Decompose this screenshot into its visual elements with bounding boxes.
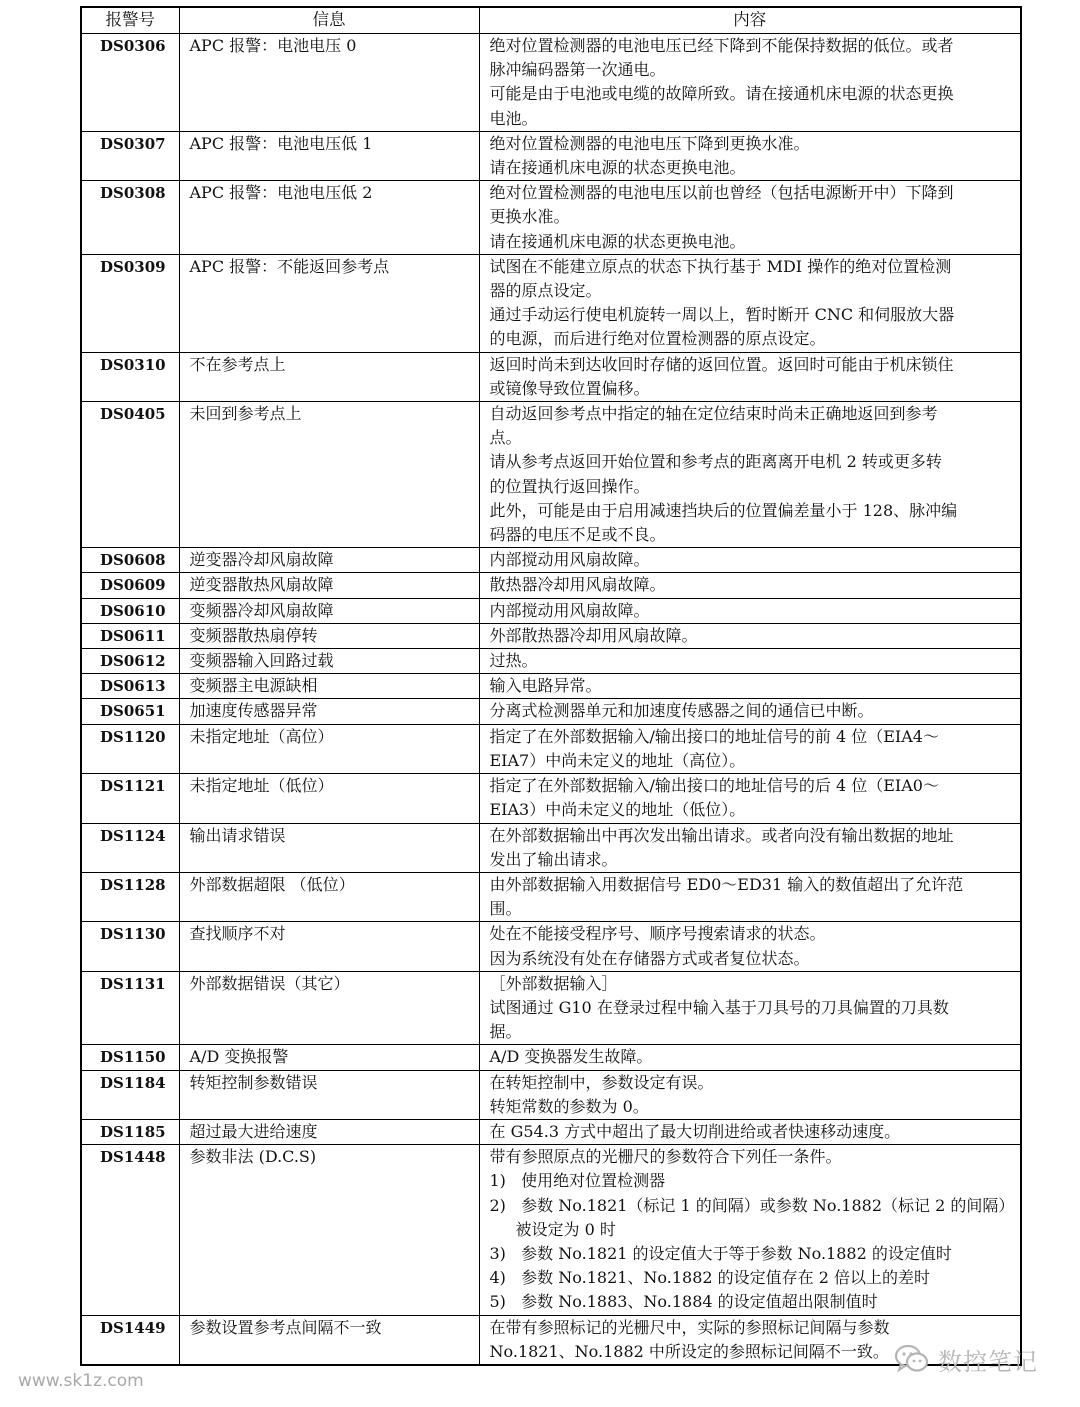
alarm-code: DS1131	[81, 971, 179, 1045]
alarm-info: 逆变器冷却风扇故障	[179, 548, 479, 573]
table-row	[81, 181, 1021, 255]
alarm-code: DS1449	[81, 1315, 179, 1365]
content-line: 在 G54.3 方式中超出了最大切削进给或者快速移动速度。	[489, 1121, 901, 1141]
content-line: 绝对位置检测器的电池电压已经下降到不能保持数据的低位。或者	[489, 36, 954, 55]
alarm-code: DS1130	[81, 922, 179, 971]
content-line: EIA7）中尚未定义的地址（高位）。	[489, 750, 746, 770]
content-line: 脉冲编码器第一次通电。	[489, 60, 666, 80]
alarm-content	[479, 548, 1021, 573]
alarm-content	[479, 1145, 1021, 1315]
content-line: 码器的电压不足或不良。	[489, 525, 666, 545]
alarm-content	[479, 131, 1021, 180]
table-row	[81, 872, 1021, 921]
alarm-code: DS1448	[81, 1145, 179, 1315]
alarm-info: 外部数据超限 （低位）	[179, 872, 479, 921]
content-line: 绝对位置检测器的电池电压以前也曾经（包括电源断开中）下降到	[489, 183, 954, 203]
alarm-info: 外部数据错误（其它）	[179, 971, 479, 1045]
content-line: 电池。	[489, 108, 538, 128]
content-line: 绝对位置检测器的电池电压下降到更换水准。	[489, 133, 810, 153]
alarm-code: DS0308	[81, 181, 179, 255]
content-line: 点。	[489, 428, 522, 448]
content-line: 或镜像导致位置偏移。	[489, 378, 650, 398]
content-line: 转矩常数的参数为 0。	[489, 1096, 649, 1116]
alarm-content	[479, 674, 1021, 699]
alarm-info: 未指定地址（高位）	[179, 724, 479, 773]
table-row	[81, 774, 1021, 823]
table-row	[81, 1070, 1021, 1119]
table-row	[81, 598, 1021, 623]
alarm-content	[479, 352, 1021, 401]
brand-watermark	[894, 1338, 1038, 1380]
content-line: 内部搅动用风扇故障。	[489, 600, 650, 620]
table-header-row	[81, 7, 1021, 34]
alarm-code: DS0612	[81, 649, 179, 674]
alarm-code: DS1121	[81, 774, 179, 823]
alarm-content	[479, 1119, 1021, 1144]
header-info: 信息	[179, 7, 479, 34]
header-code: 报警号	[81, 7, 179, 34]
alarm-table-body	[81, 34, 1021, 1365]
alarm-info: APC 报警：电池电压 0	[179, 34, 479, 132]
alarm-content	[479, 774, 1021, 823]
content-line: 1) 使用绝对位置检测器	[489, 1171, 666, 1191]
content-line: 内部搅动用风扇故障。	[489, 550, 650, 570]
content-line: 此外，可能是由于启用减速挡块后的位置偏差量小于 128、脉冲编	[489, 500, 958, 520]
content-line: A/D 变换器发生故障。	[489, 1047, 653, 1067]
table-row	[81, 1119, 1021, 1144]
content-line: 因为系统没有处在存储器方式或者复位状态。	[489, 948, 810, 968]
content-line: 5) 参数 No.1883、No.1884 的设定值超出限制值时	[489, 1292, 878, 1312]
alarm-info: 参数非法 (D.C.S)	[179, 1145, 479, 1315]
alarm-info: 变频器主电源缺相	[179, 674, 479, 699]
content-line: 的位置执行返回操作。	[489, 476, 650, 496]
content-line: 试图在不能建立原点的状态下执行基于 MDI 操作的绝对位置检测	[489, 256, 952, 276]
content-line: 请在接通机床电源的状态更换电池。	[489, 158, 746, 178]
content-line: 2) 参数 No.1821（标记 1 的间隔）或参数 No.1882（标记 2 的间隔）	[489, 1195, 1015, 1215]
alarm-code: DS1120	[81, 724, 179, 773]
table-row	[81, 548, 1021, 573]
alarm-code: DS0309	[81, 254, 179, 352]
content-line: 发出了输出请求。	[489, 849, 618, 869]
alarm-info: 不在参考点上	[179, 352, 479, 401]
alarm-content	[479, 724, 1021, 773]
alarm-content	[479, 922, 1021, 971]
alarm-table	[80, 6, 1022, 1366]
table-row	[81, 1315, 1021, 1365]
content-line: 带有参照原点的光栅尺的参数符合下列任一条件。	[489, 1147, 842, 1167]
alarm-code: DS0610	[81, 598, 179, 623]
table-row	[81, 254, 1021, 352]
alarm-info: APC 报警：电池电压低 1	[179, 131, 479, 180]
alarm-info: APC 报警：不能返回参考点	[179, 254, 479, 352]
alarm-code: DS0307	[81, 131, 179, 180]
alarm-content	[479, 872, 1021, 921]
alarm-content	[479, 1070, 1021, 1119]
content-line: 围。	[489, 899, 522, 919]
alarm-table-sheet	[80, 6, 1020, 1366]
content-line: 在带有参照标记的光栅尺中，实际的参照标记间隔与参数	[489, 1317, 890, 1337]
alarm-content	[479, 254, 1021, 352]
alarm-info: 变频器输入回路过载	[179, 649, 479, 674]
content-line: EIA3）中尚未定义的地址（低位）。	[489, 800, 746, 820]
content-line: 在外部数据输出中再次发出输出请求。或者向没有输出数据的地址	[489, 825, 954, 845]
content-line: 的电源，而后进行绝对位置检测器的原点设定。	[489, 329, 826, 349]
alarm-content	[479, 598, 1021, 623]
table-row	[81, 1145, 1021, 1315]
content-line: 散热器冷却用风扇故障。	[489, 575, 666, 595]
table-row	[81, 823, 1021, 872]
content-line: 指定了在外部数据输入/输出接口的地址信号的前 4 位（EIA4～	[489, 726, 939, 746]
alarm-content	[479, 971, 1021, 1045]
wechat-bubble-icon	[894, 1344, 930, 1374]
alarm-info: 加速度传感器异常	[179, 699, 479, 724]
content-line: 指定了在外部数据输入/输出接口的地址信号的后 4 位（EIA0～	[489, 776, 939, 796]
alarm-content	[479, 181, 1021, 255]
alarm-info: 超过最大进给速度	[179, 1119, 479, 1144]
content-line: ［外部数据输入］	[489, 973, 618, 993]
alarm-code: DS0609	[81, 573, 179, 598]
alarm-code: DS1184	[81, 1070, 179, 1119]
alarm-code: DS1124	[81, 823, 179, 872]
alarm-content	[479, 623, 1021, 648]
alarm-content	[479, 1045, 1021, 1070]
alarm-code: DS0310	[81, 352, 179, 401]
alarm-content	[479, 402, 1021, 548]
alarm-content	[479, 823, 1021, 872]
content-line: 在转矩控制中，参数设定有误。	[489, 1072, 714, 1092]
alarm-code: DS0613	[81, 674, 179, 699]
table-row	[81, 649, 1021, 674]
site-watermark: www.sk1z.com	[18, 1371, 144, 1391]
table-row	[81, 352, 1021, 401]
content-line: 通过手动运行使电机旋转一周以上，暂时断开 CNC 和伺服放大器	[489, 305, 955, 325]
alarm-code: DS0611	[81, 623, 179, 648]
content-line: 据。	[489, 1022, 522, 1042]
alarm-info: 转矩控制参数错误	[179, 1070, 479, 1119]
content-line: 请在接通机床电源的状态更换电池。	[489, 231, 746, 251]
content-line: No.1821、No.1882 中所设定的参照标记间隔不一致。	[489, 1341, 889, 1361]
content-line: 可能是由于电池或电缆的故障所致。请在接通机床电源的状态更换	[489, 84, 954, 104]
alarm-info: 查找顺序不对	[179, 922, 479, 971]
table-row	[81, 623, 1021, 648]
alarm-content	[479, 699, 1021, 724]
content-line: 器的原点设定。	[489, 281, 602, 301]
table-row	[81, 34, 1021, 132]
content-line: 试图通过 G10 在登录过程中输入基于刀具号的刀具偏置的刀具数	[489, 997, 949, 1017]
alarm-code: DS1150	[81, 1045, 179, 1070]
alarm-code: DS1128	[81, 872, 179, 921]
alarm-code: DS0405	[81, 402, 179, 548]
alarm-code: DS1185	[81, 1119, 179, 1144]
content-line: 外部散热器冷却用风扇故障。	[489, 625, 698, 645]
content-line: 4) 参数 No.1821、No.1882 的设定值存在 2 倍以上的差时	[489, 1268, 931, 1288]
table-row	[81, 573, 1021, 598]
alarm-info: 未指定地址（低位）	[179, 774, 479, 823]
alarm-info: APC 报警：电池电压低 2	[179, 181, 479, 255]
table-row	[81, 971, 1021, 1045]
content-line: 请从参考点返回开始位置和参考点的距离离开电机 2 转或更多转	[489, 452, 942, 472]
content-line: 处在不能接受程序号、顺序号搜索请求的状态。	[489, 924, 826, 944]
alarm-info: 变频器冷却风扇故障	[179, 598, 479, 623]
content-line: 分离式检测器单元和加速度传感器之间的通信已中断。	[489, 701, 874, 721]
alarm-code: DS0651	[81, 699, 179, 724]
alarm-code: DS0608	[81, 548, 179, 573]
table-row	[81, 724, 1021, 773]
alarm-content	[479, 34, 1021, 132]
alarm-code: DS0306	[81, 34, 179, 132]
alarm-info: A/D 变换报警	[179, 1045, 479, 1070]
table-row	[81, 699, 1021, 724]
table-row	[81, 131, 1021, 180]
alarm-info: 变频器散热扇停转	[179, 623, 479, 648]
brand-watermark-text: 数控笔记	[938, 1347, 1038, 1376]
content-line: 过热。	[489, 651, 538, 671]
alarm-content	[479, 573, 1021, 598]
content-line: 由外部数据输入用数据信号 ED0～ED31 输入的数值超出了允许范	[489, 874, 964, 894]
content-line: 更换水准。	[489, 207, 570, 227]
content-line: 自动返回参考点中指定的轴在定位结束时尚未正确地返回到参考	[489, 404, 938, 424]
table-row	[81, 1045, 1021, 1070]
table-row	[81, 402, 1021, 548]
content-line: 3) 参数 No.1821 的设定值大于等于参数 No.1882 的设定值时	[489, 1243, 952, 1263]
content-line: 返回时尚未到达收回时存储的返回位置。返回时可能由于机床锁住	[489, 354, 954, 374]
table-row	[81, 674, 1021, 699]
table-row	[81, 922, 1021, 971]
content-line: 输入电路异常。	[489, 676, 602, 696]
alarm-content	[479, 649, 1021, 674]
content-line: 被设定为 0 时	[515, 1219, 616, 1239]
alarm-info: 逆变器散热风扇故障	[179, 573, 479, 598]
alarm-info: 参数设置参考点间隔不一致	[179, 1315, 479, 1365]
header-content: 内容	[479, 7, 1021, 34]
alarm-info: 输出请求错误	[179, 823, 479, 872]
alarm-info: 未回到参考点上	[179, 402, 479, 548]
